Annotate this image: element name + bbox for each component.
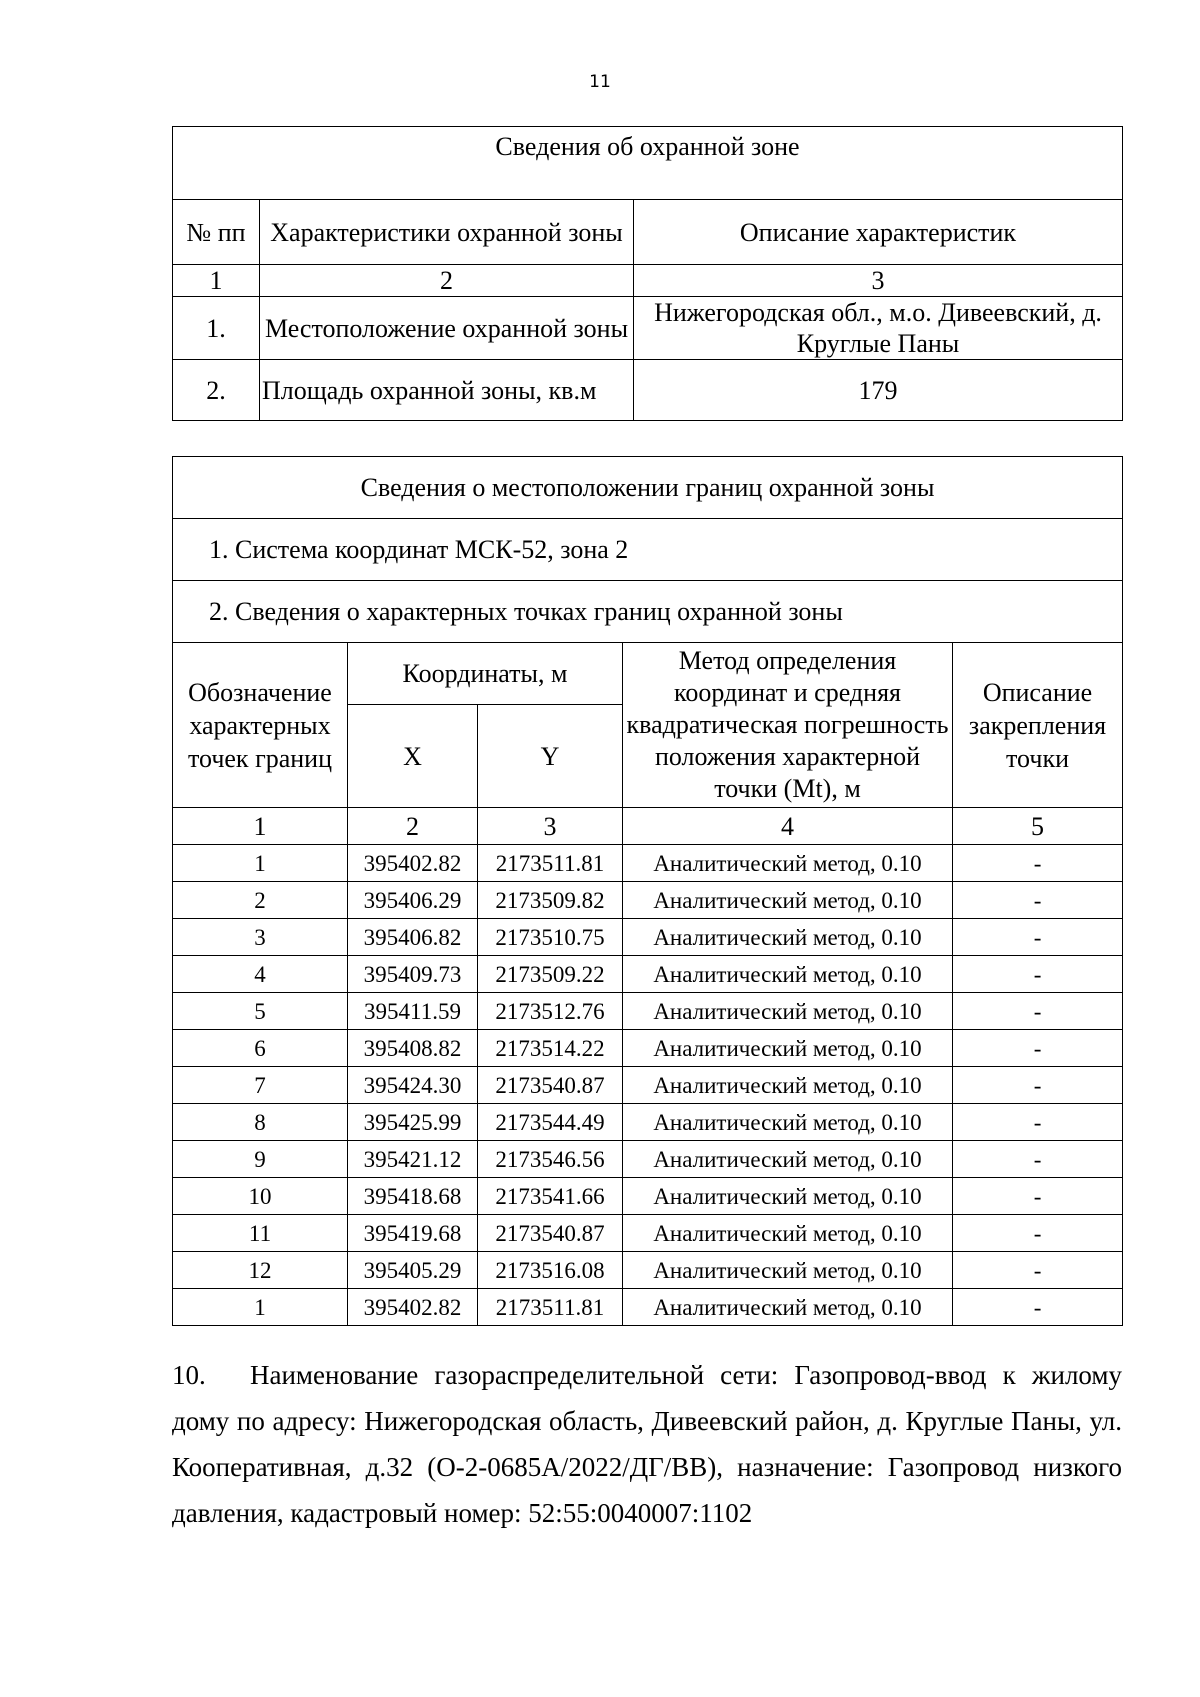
point-method: Аналитический метод, 0.10: [623, 1289, 953, 1326]
point-id: 2: [173, 882, 348, 919]
point-id: 5: [173, 993, 348, 1030]
point-method: Аналитический метод, 0.10: [623, 845, 953, 882]
point-y: 2173509.82: [478, 882, 623, 919]
point-fixing: -: [953, 1252, 1123, 1289]
point-y: 2173514.22: [478, 1030, 623, 1067]
points-caption: 2. Сведения о характерных точках границ охранной зоны: [173, 581, 1123, 643]
column-number: 1: [173, 808, 348, 845]
point-id: 6: [173, 1030, 348, 1067]
table-row: [173, 1178, 1123, 1215]
point-fixing: -: [953, 919, 1123, 956]
point-y: 2173540.87: [478, 1215, 623, 1252]
point-x: 395405.29: [348, 1252, 478, 1289]
characteristic-cell: Площадь охранной зоны, кв.м: [260, 360, 634, 421]
table-row: [173, 1215, 1123, 1252]
point-fixing: -: [953, 1178, 1123, 1215]
paragraph-number: 10.: [172, 1360, 206, 1390]
header-description: Описание характеристик: [634, 200, 1123, 265]
row-number: 2.: [173, 360, 260, 421]
point-fixing: -: [953, 1141, 1123, 1178]
point-id: 1: [173, 845, 348, 882]
header-method: Метод определения координат и средняя квадратическая погрешность положения характерной точки (Mt), м: [623, 643, 953, 808]
boundary-points-table: [172, 456, 1123, 1326]
point-method: Аналитический метод, 0.10: [623, 1215, 953, 1252]
point-id: 3: [173, 919, 348, 956]
zone-info-caption: Сведения об охранной зоне: [173, 127, 1123, 200]
point-x: 395402.82: [348, 1289, 478, 1326]
point-method: Аналитический метод, 0.10: [623, 1104, 953, 1141]
description-cell: Нижегородская обл., м.о. Дивеевский, д. Круглые Паны: [634, 297, 1123, 360]
point-y: 2173516.08: [478, 1252, 623, 1289]
point-method: Аналитический метод, 0.10: [623, 1141, 953, 1178]
row-number: 1.: [173, 297, 260, 360]
table-row: [173, 956, 1123, 993]
point-x: 395425.99: [348, 1104, 478, 1141]
table-row: [173, 919, 1123, 956]
table-row: [173, 1141, 1123, 1178]
header-characteristic: Характеристики охранной зоны: [260, 200, 634, 265]
point-fixing: -: [953, 956, 1123, 993]
point-x: 395406.29: [348, 882, 478, 919]
table-row: [173, 1067, 1123, 1104]
point-y: 2173511.81: [478, 845, 623, 882]
zone-info-table: [172, 126, 1123, 421]
point-fixing: -: [953, 1215, 1123, 1252]
point-id: 1: [173, 1289, 348, 1326]
point-fixing: -: [953, 882, 1123, 919]
table-row: [173, 845, 1123, 882]
point-method: Аналитический метод, 0.10: [623, 919, 953, 956]
point-fixing: -: [953, 1067, 1123, 1104]
point-y: 2173540.87: [478, 1067, 623, 1104]
point-method: Аналитический метод, 0.10: [623, 993, 953, 1030]
point-id: 10: [173, 1178, 348, 1215]
table-row: [173, 1030, 1123, 1067]
point-id: 9: [173, 1141, 348, 1178]
point-method: Аналитический метод, 0.10: [623, 1067, 953, 1104]
point-x: 395408.82: [348, 1030, 478, 1067]
point-x: 395409.73: [348, 956, 478, 993]
header-x: X: [348, 705, 478, 808]
point-x: 395402.82: [348, 845, 478, 882]
description-cell: 179: [634, 360, 1123, 421]
point-fixing: -: [953, 993, 1123, 1030]
column-number: 5: [953, 808, 1123, 845]
point-y: 2173510.75: [478, 919, 623, 956]
point-method: Аналитический метод, 0.10: [623, 1252, 953, 1289]
point-x: 395418.68: [348, 1178, 478, 1215]
table-row: [173, 1104, 1123, 1141]
header-number: № пп: [173, 200, 260, 265]
paragraph-text: Наименование газораспределительной сети: Газопровод-ввод к жилому дому по адресу: Нижегородская область, Дивеевский район, д. Круглые Паны, ул. Кооперативная, д.32 (О-2-0685А/2022/ДГ/ВВ), назначение: Газопровод низкого давления, кадастровый номер: 52:55:0040007:1102: [172, 1360, 1122, 1528]
point-method: Аналитический метод, 0.10: [623, 1178, 953, 1215]
point-fixing: -: [953, 1030, 1123, 1067]
point-id: 4: [173, 956, 348, 993]
point-id: 8: [173, 1104, 348, 1141]
column-number: 4: [623, 808, 953, 845]
table-row: [173, 1252, 1123, 1289]
header-fixing: Описание закрепления точки: [953, 643, 1123, 808]
header-designation: Обозначение характерных точек границ: [173, 643, 348, 808]
gas-network-paragraph: [172, 1352, 1122, 1536]
column-number: 3: [478, 808, 623, 845]
point-y: 2173511.81: [478, 1289, 623, 1326]
point-y: 2173546.56: [478, 1141, 623, 1178]
point-fixing: -: [953, 1289, 1123, 1326]
point-y: 2173509.22: [478, 956, 623, 993]
column-number: 3: [634, 265, 1123, 297]
table-row: [173, 993, 1123, 1030]
table-row: [173, 1289, 1123, 1326]
page-number: 11: [589, 72, 611, 92]
header-y: Y: [478, 705, 623, 808]
boundaries-caption: Сведения о местоположении границ охранной зоны: [173, 457, 1123, 519]
point-method: Аналитический метод, 0.10: [623, 882, 953, 919]
column-number: 2: [348, 808, 478, 845]
characteristic-cell: Местоположение охранной зоны: [260, 297, 634, 360]
point-id: 7: [173, 1067, 348, 1104]
table-row: [173, 882, 1123, 919]
point-y: 2173541.66: [478, 1178, 623, 1215]
point-fixing: -: [953, 845, 1123, 882]
header-coordinates: Координаты, м: [348, 643, 623, 705]
point-y: 2173512.76: [478, 993, 623, 1030]
point-id: 11: [173, 1215, 348, 1252]
coordinate-system: 1. Система координат МСК-52, зона 2: [173, 519, 1123, 581]
point-x: 395411.59: [348, 993, 478, 1030]
point-method: Аналитический метод, 0.10: [623, 956, 953, 993]
point-id: 12: [173, 1252, 348, 1289]
point-method: Аналитический метод, 0.10: [623, 1030, 953, 1067]
point-x: 395406.82: [348, 919, 478, 956]
point-y: 2173544.49: [478, 1104, 623, 1141]
point-x: 395424.30: [348, 1067, 478, 1104]
column-number: 1: [173, 265, 260, 297]
point-x: 395421.12: [348, 1141, 478, 1178]
column-number: 2: [260, 265, 634, 297]
point-fixing: -: [953, 1104, 1123, 1141]
point-x: 395419.68: [348, 1215, 478, 1252]
